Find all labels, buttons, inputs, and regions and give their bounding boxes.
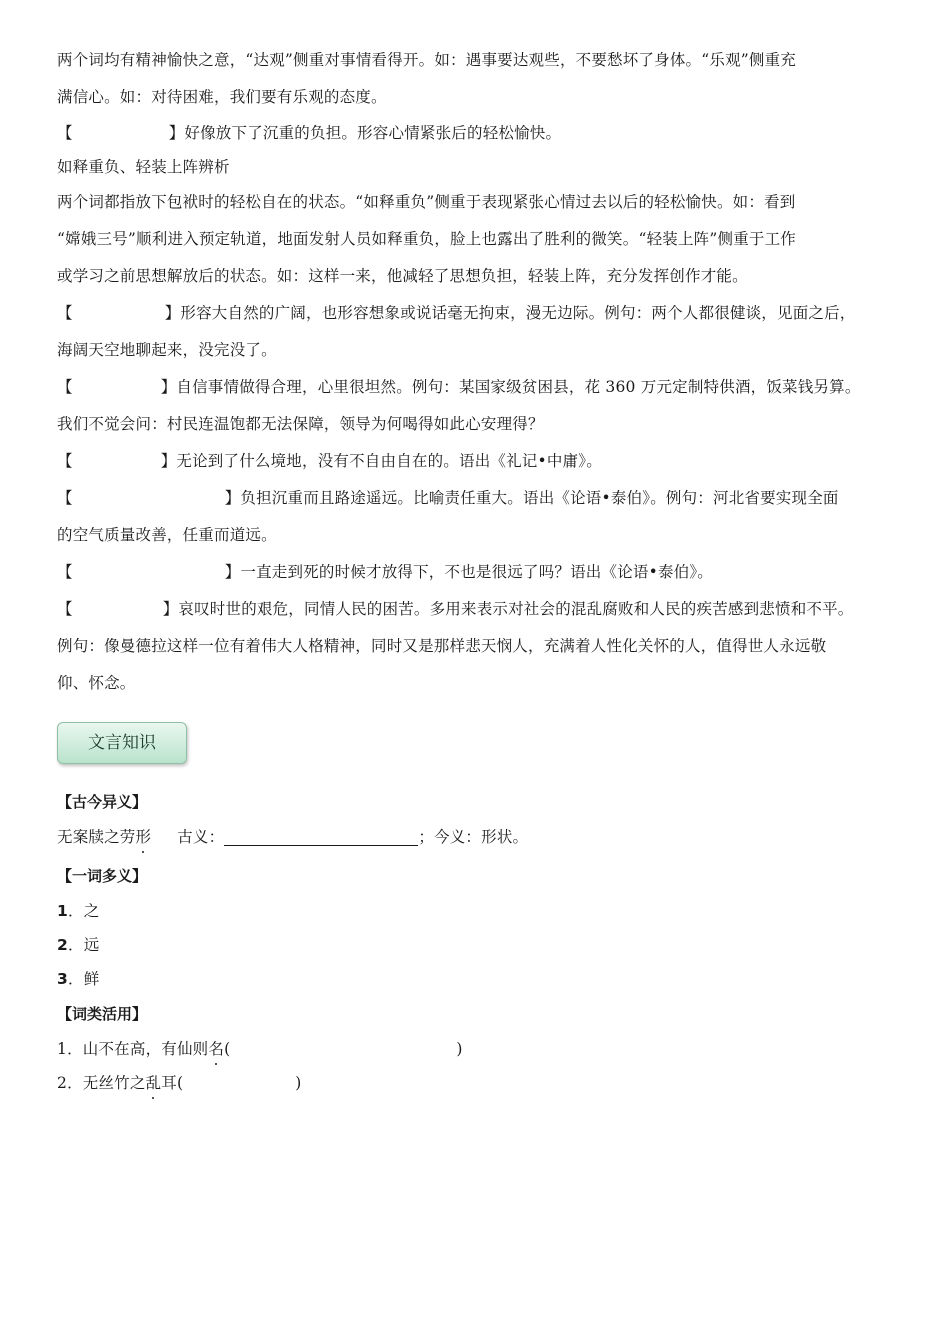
heading-yici: 【一词多义】 <box>57 867 148 885</box>
entry-definition: 负担沉重而且路途遥远。比喻责任重大。语出《论语•泰伯》。例句：河北省要实现全面 <box>240 489 839 507</box>
answer-underline[interactable] <box>224 827 418 846</box>
analysis-title: 如释重负、轻装上阵辨析 <box>57 158 230 176</box>
section-badge: 文言知识 <box>57 722 187 764</box>
heading-cilei: 【词类活用】 <box>57 1005 148 1023</box>
entry-continuation: 海阔天空地聊起来，没完没了。 <box>57 341 277 359</box>
bracket-open: 【 <box>57 304 73 322</box>
yici-item: 2．远 <box>57 936 100 954</box>
entry-definition: 哀叹时世的艰危，同情人民的困苦。多用来表示对社会的混乱腐败和人民的疾苦感到悲愤和不平。 <box>178 600 854 618</box>
dotted-char: 名 <box>208 1032 224 1066</box>
paragraph-line: 两个词都指放下包袱时的轻松自在的状态。“如释重负”侧重于表现紧张心情过去以后的轻松愉快。如：看到 <box>57 193 796 211</box>
yici-item: 1．之 <box>57 902 100 920</box>
section-badge-container <box>57 722 907 784</box>
paragraph-line: “嫦娥三号”顺利进入预定轨道，地面发射人员如释重负，脸上也露出了胜利的微笑。“轻装上阵”侧重于工作 <box>57 230 796 248</box>
bracket-open: 【 <box>57 489 73 507</box>
heading-gujin: 【古今异义】 <box>57 793 148 811</box>
bracket-close: 】 <box>162 600 179 618</box>
bracket-open: 【 <box>57 378 73 396</box>
bracket-close: 】 <box>224 563 241 581</box>
entry-continuation: 仰、怀念。 <box>57 674 136 692</box>
bracket-close: 】 <box>224 489 241 507</box>
idiom-entry-2 <box>57 295 907 332</box>
entry-continuation: 的空气质量改善，任重而道远。 <box>57 526 277 544</box>
bracket-open: 【 <box>57 124 73 142</box>
bracket-close: 】 <box>160 452 177 470</box>
paragraph-line: 两个词均有精神愉快之意，“达观”侧重对事情看得开。如：遇事要达观些，不要愁坏了身体。“乐观”侧重充 <box>57 51 796 69</box>
bracket-open: 【 <box>57 563 73 581</box>
cilei-item-1: 1．山不在高，有仙则名( ) <box>57 1032 907 1066</box>
entry-continuation: 我们不觉会问：村民连温饱都无法保障，领导为何喝得如此心安理得？ <box>57 415 544 433</box>
entry-definition: 一直走到死的时候才放得下，不也是很远了吗？语出《论语•泰伯》。 <box>240 563 714 581</box>
jin-label: ；今义：形状。 <box>418 828 529 846</box>
gu-label: 古义： <box>177 828 225 846</box>
entry-continuation: 例句：像曼德拉这样一位有着伟大人格精神，同时又是那样悲天悯人，充满着人性化关怀的人，值得世人永远敬 <box>57 637 827 655</box>
entry-definition: 无论到了什么境地，没有不自由自在的。语出《礼记•中庸》。 <box>176 452 602 470</box>
bracket-close: 】 <box>168 124 185 142</box>
document-page <box>57 42 907 1100</box>
bracket-close: 】 <box>160 378 177 396</box>
paragraph-line: 或学习之前思想解放后的状态。如：这样一来，他减轻了思想负担，轻装上阵，充分发挥创作才能。 <box>57 267 748 285</box>
entry-definition: 形容大自然的广阔，也形容想象或说话毫无拘束，漫无边际。例句：两个人都很健谈，见面之后， <box>180 304 856 322</box>
phrase-text: 无案牍之劳 <box>57 828 136 846</box>
yici-item: 3．鲜 <box>57 970 100 988</box>
idiom-entry-3 <box>57 369 907 406</box>
bracket-open: 【 <box>57 452 73 470</box>
idiom-entry-1 <box>57 116 907 150</box>
idiom-entry-5 <box>57 480 907 517</box>
entry-definition: 好像放下了沉重的负担。形容心情紧张后的轻松愉快。 <box>184 124 562 142</box>
entry-definition: 自信事情做得合理，心里很坦然。例句：某国家级贫困县，花 360 万元定制特供酒，饭菜钱另算。 <box>176 378 861 396</box>
bracket-close: 】 <box>164 304 181 322</box>
dotted-char: 形 <box>136 820 152 854</box>
cilei-item-2: 2．无丝竹之乱耳( ) <box>57 1066 907 1100</box>
gujin-item <box>57 820 907 854</box>
bracket-open: 【 <box>57 600 73 618</box>
idiom-entry-7 <box>57 591 907 628</box>
paragraph-line: 满信心。如：对待困难，我们要有乐观的态度。 <box>57 88 387 106</box>
idiom-entry-6 <box>57 554 907 591</box>
idiom-entry-4 <box>57 443 907 480</box>
dotted-char: 乱 <box>146 1066 162 1100</box>
